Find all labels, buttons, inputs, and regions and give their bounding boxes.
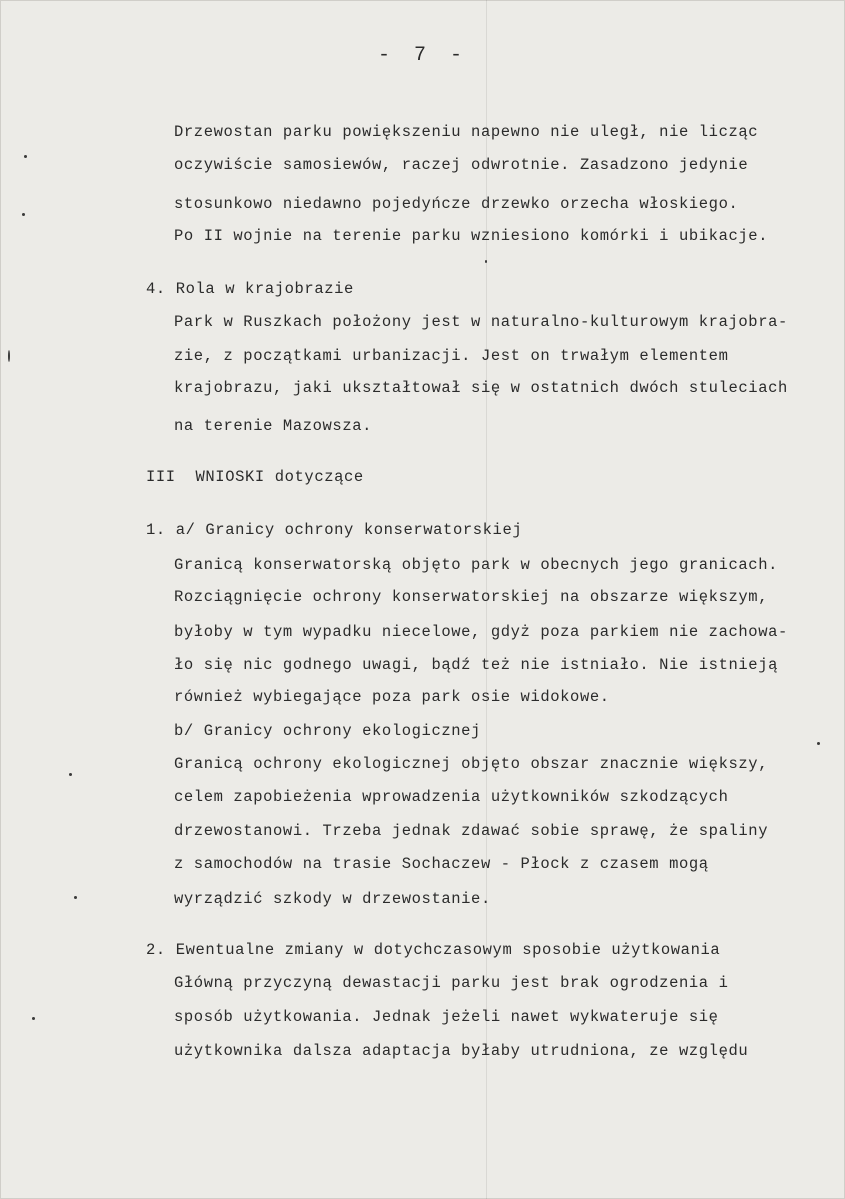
subsection-heading-1b: b/ Granicy ochrony ekologicznej xyxy=(174,722,481,740)
scan-speck xyxy=(69,773,72,776)
text-line-4: Po II wojnie na terenie parku wzniesiono komórki i ubikacje. xyxy=(174,227,769,245)
subsection-heading-2: 2. Ewentualne zmiany w dotychczasowym sposobie użytkowania xyxy=(146,941,721,959)
page-number: - 7 - xyxy=(378,44,469,67)
text-line-7: zie, z początkami urbanizacji. Jest on trwałym elementem xyxy=(174,347,729,365)
scan-speck xyxy=(817,742,820,745)
text-line-15: ło się nic godnego uwagi, bądź też nie istniało. Nie istnieją xyxy=(174,656,778,674)
text-line-20: drzewostanowi. Trzeba jednak zdawać sobie sprawę, że spaliny xyxy=(174,822,769,840)
text-line-26: użytkownika dalsza adaptacja byłaby utrudniona, ze względu xyxy=(174,1042,749,1060)
text-line-21: z samochodów na trasie Sochaczew - Płock z czasem mogą xyxy=(174,855,709,873)
scan-speck xyxy=(8,350,10,362)
section-heading-III: III WNIOSKI dotyczące xyxy=(146,468,364,486)
text-line-1: Drzewostan parku powiększeniu napewno nie uległ, nie licząc xyxy=(174,123,759,141)
text-line-12: Granicą konserwatorską objęto park w obecnych jego granicach. xyxy=(174,556,778,574)
text-line-6: Park w Ruszkach położony jest w naturalno-kulturowym krajobra- xyxy=(174,313,788,331)
text-line-3: stosunkowo niedawno pojedyńcze drzewko orzecha włoskiego. xyxy=(174,195,739,213)
text-line-18: Granicą ochrony ekologicznej objęto obszar znacznie większy, xyxy=(174,755,769,773)
section-heading-4: 4. Rola w krajobrazie xyxy=(146,280,354,298)
text-line-25: sposób użytkowania. Jednak jeżeli nawet wykwateruje się xyxy=(174,1008,719,1026)
text-line-14: byłoby w tym wypadku niecelowe, gdyż poza parkiem nie zachowa- xyxy=(174,623,788,641)
subsection-heading-1a: 1. a/ Granicy ochrony konserwatorskiej xyxy=(146,521,523,539)
text-line-8: krajobrazu, jaki ukształtował się w ostatnich dwóch stuleciach xyxy=(174,379,788,397)
scan-speck xyxy=(22,213,25,216)
text-line-2: oczywiście samosiewów, raczej odwrotnie. Zasadzono jedynie xyxy=(174,156,749,174)
text-line-16: również wybiegające poza park osie widokowe. xyxy=(174,688,610,706)
scan-speck xyxy=(74,896,77,899)
text-line-13: Rozciągnięcie ochrony konserwatorskiej na obszarze większym, xyxy=(174,588,769,606)
text-line-24: Główną przyczyną dewastacji parku jest brak ogrodzenia i xyxy=(174,974,729,992)
scan-speck xyxy=(485,260,487,263)
scan-speck xyxy=(32,1017,35,1020)
text-line-9: na terenie Mazowsza. xyxy=(174,417,373,435)
scan-speck xyxy=(24,155,27,158)
text-line-19: celem zapobieżenia wprowadzenia użytkowników szkodzących xyxy=(174,788,729,806)
text-line-22: wyrządzić szkody w drzewostanie. xyxy=(174,890,491,908)
